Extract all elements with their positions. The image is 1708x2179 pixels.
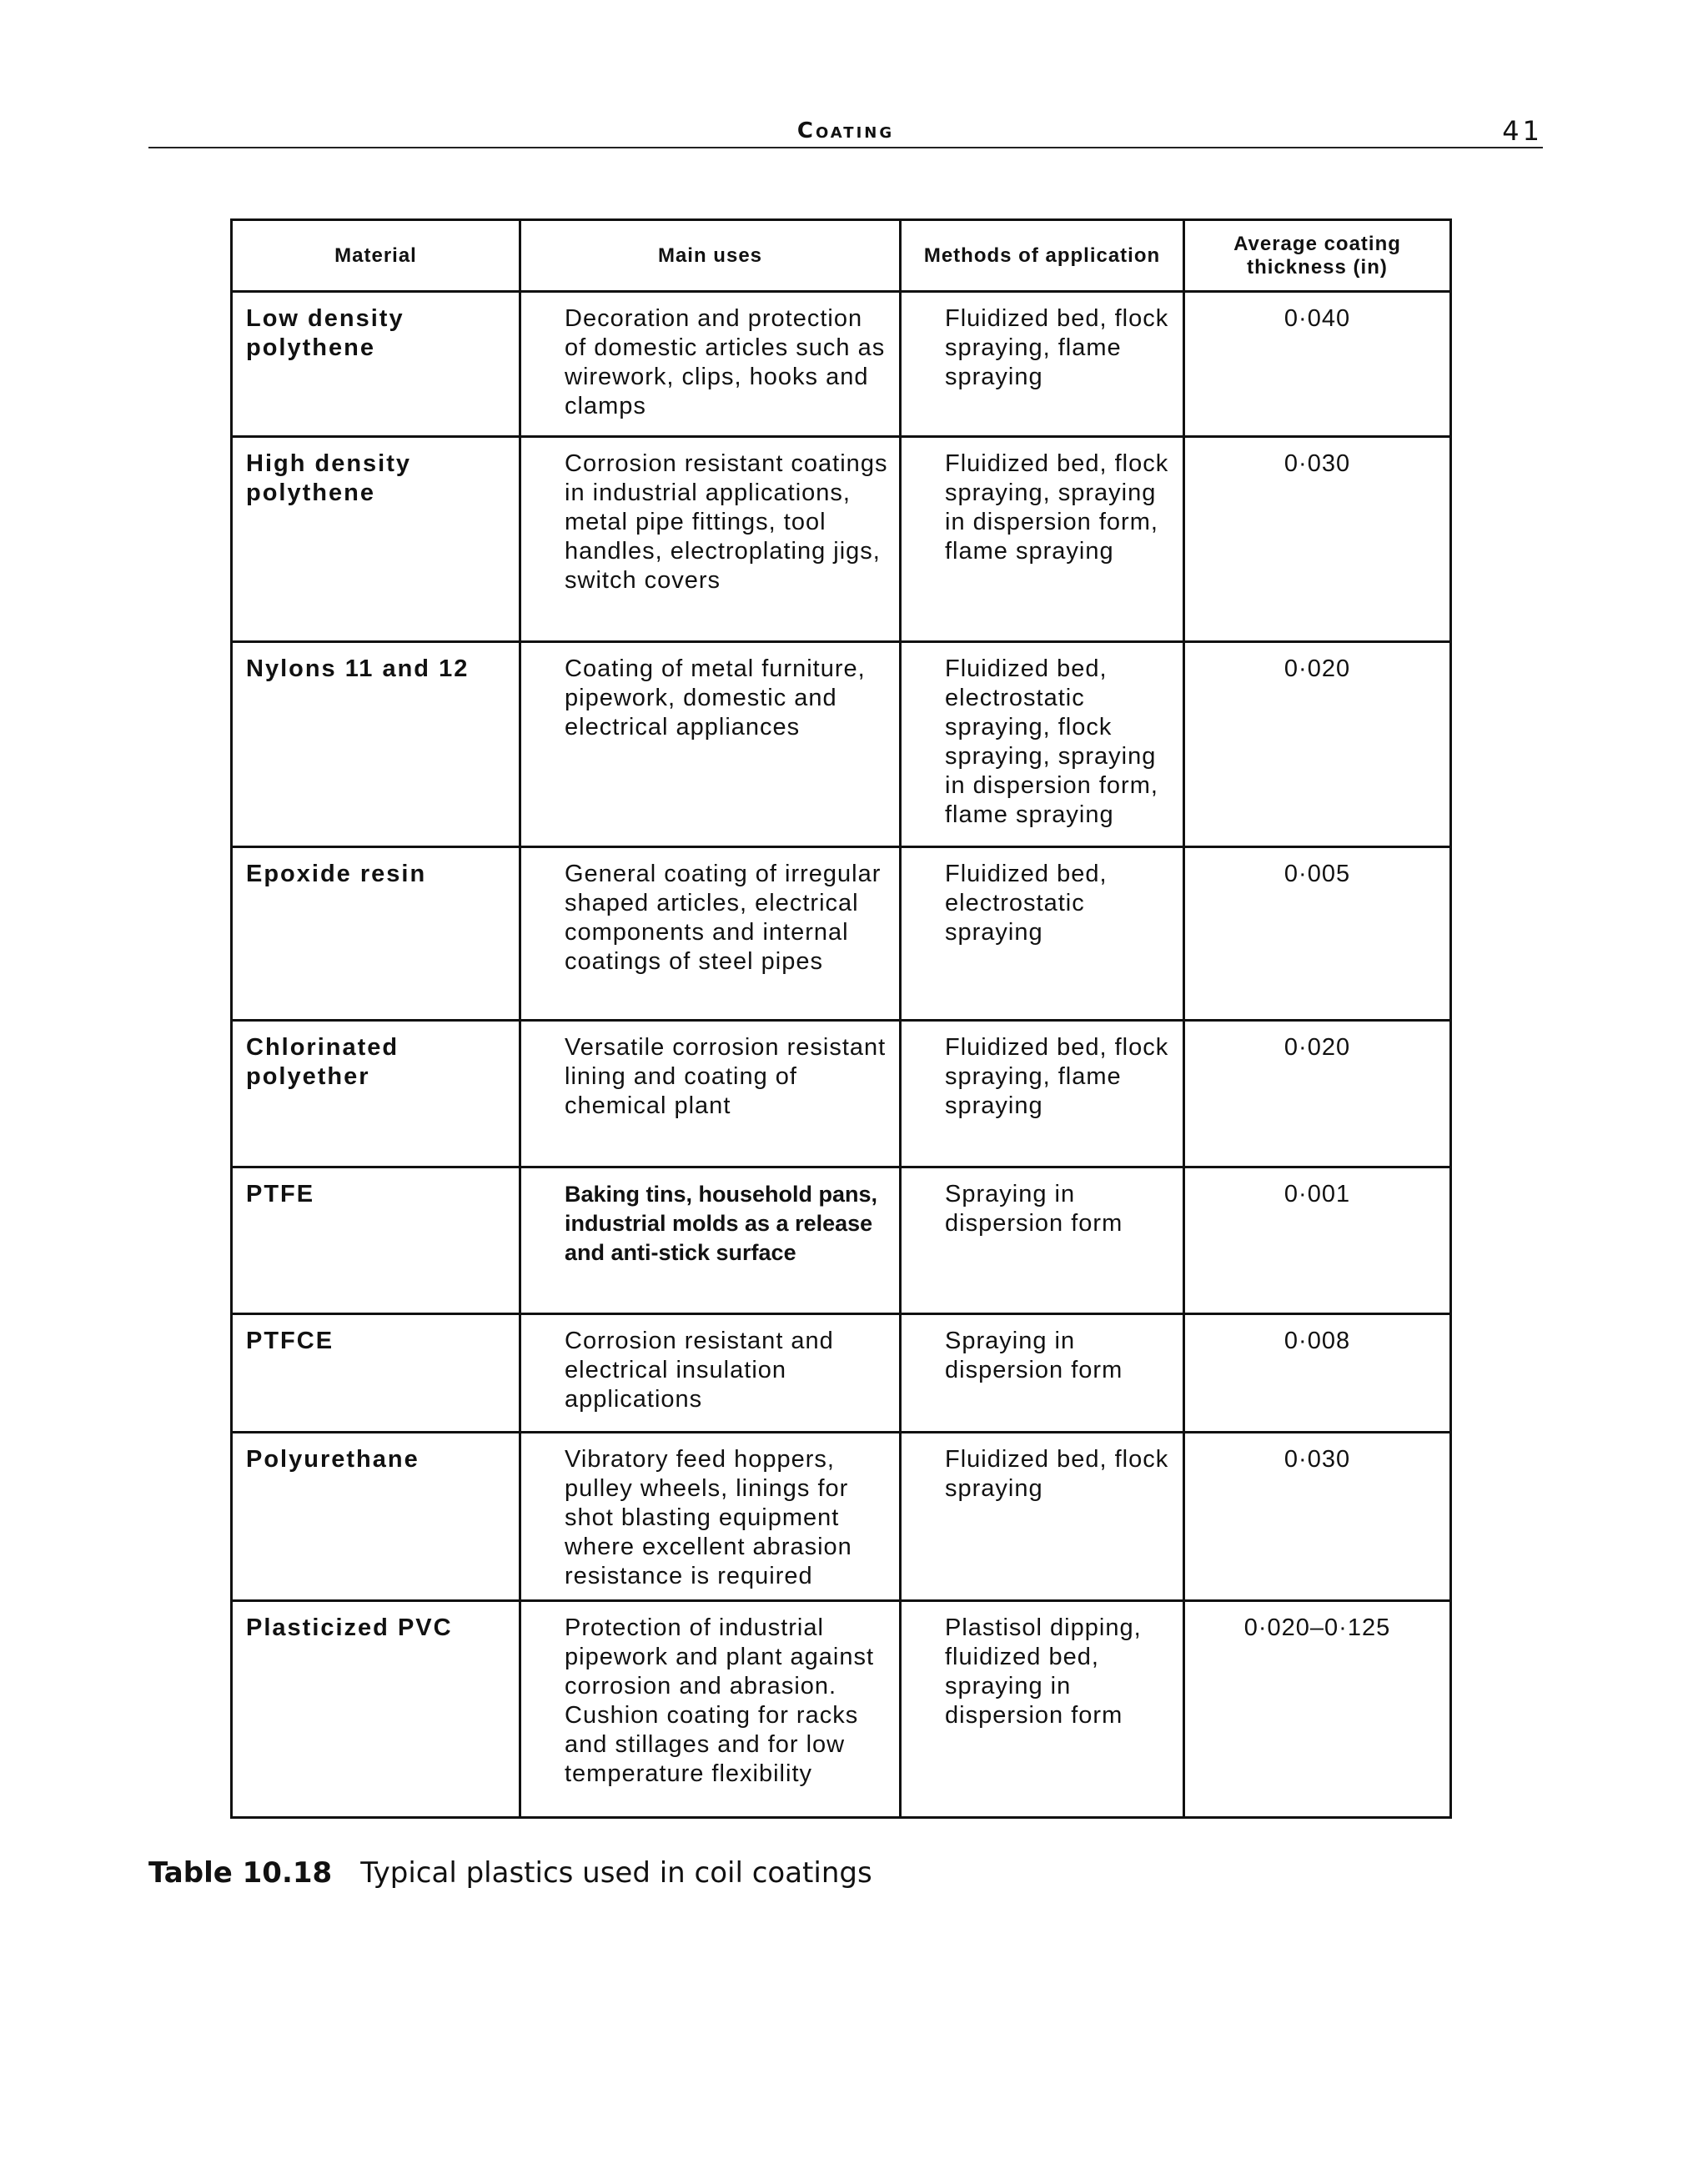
table-header-row [232, 220, 1451, 292]
column-header-methods: Methods of application [901, 220, 1184, 292]
running-head [148, 117, 1543, 148]
caption-text: Typical plastics used in coil coatings [360, 1856, 872, 1890]
material-cell: PTFE [232, 1167, 520, 1314]
column-header-thickness: Average coating thickness (in) [1184, 220, 1451, 292]
material-cell: High density polythene [232, 437, 520, 642]
methods-cell: Fluidized bed, flock spraying, flame spraying [901, 292, 1184, 437]
uses-cell: Decoration and protection of domestic articles such as wirework, clips, hooks and clamps [520, 292, 901, 437]
coatings-table [230, 218, 1452, 1819]
thickness-cell: 0·020–0·125 [1184, 1601, 1451, 1818]
caption-label: Table 10.18 [148, 1856, 333, 1890]
table-row [232, 847, 1451, 1021]
table-row [232, 1433, 1451, 1601]
methods-cell: Fluidized bed, electrostatic spraying, flock spraying, spraying in dispersion form, flame spraying [901, 642, 1184, 847]
table-row [232, 1167, 1451, 1314]
methods-cell: Spraying in dispersion form [901, 1314, 1184, 1433]
running-title: Coating [796, 118, 895, 143]
thickness-cell: 0·030 [1184, 437, 1451, 642]
material-cell: Epoxide resin [232, 847, 520, 1021]
material-cell: PTFCE [232, 1314, 520, 1433]
methods-cell: Plastisol dipping, fluidized bed, spraying in dispersion form [901, 1601, 1184, 1818]
methods-cell: Fluidized bed, electrostatic spraying [901, 847, 1184, 1021]
uses-cell: Versatile corrosion resistant lining and coating of chemical plant [520, 1021, 901, 1167]
uses-cell: Baking tins, household pans, industrial molds as a release and anti-stick surface [520, 1167, 901, 1314]
uses-cell: Corrosion resistant and electrical insulation applications [520, 1314, 901, 1433]
uses-cell: Protection of industrial pipework and plant against corrosion and abrasion. Cushion coating for racks and stillages and for low temperature flexibility [520, 1601, 901, 1818]
table-row [232, 437, 1451, 642]
material-cell: Nylons 11 and 12 [232, 642, 520, 847]
methods-cell: Fluidized bed, flock spraying, flame spraying [901, 1021, 1184, 1167]
material-cell: Plasticized PVC [232, 1601, 520, 1818]
table-row [232, 1601, 1451, 1818]
table-row [232, 1314, 1451, 1433]
material-cell: Chlorinated polyether [232, 1021, 520, 1167]
uses-cell: General coating of irregular shaped articles, electrical components and internal coatings of steel pipes [520, 847, 901, 1021]
table-row [232, 642, 1451, 847]
thickness-cell: 0·040 [1184, 292, 1451, 437]
thickness-cell: 0·020 [1184, 1021, 1451, 1167]
uses-cell: Corrosion resistant coatings in industrial applications, metal pipe fittings, tool handles, electroplating jigs, switch covers [520, 437, 901, 642]
table-row [232, 1021, 1451, 1167]
methods-cell: Spraying in dispersion form [901, 1167, 1184, 1314]
thickness-cell: 0·005 [1184, 847, 1451, 1021]
methods-cell: Fluidized bed, flock spraying [901, 1433, 1184, 1601]
thickness-cell: 0·030 [1184, 1433, 1451, 1601]
methods-cell: Fluidized bed, flock spraying, spraying in dispersion form, flame spraying [901, 437, 1184, 642]
column-header-material: Material [232, 220, 520, 292]
column-header-main-uses: Main uses [520, 220, 901, 292]
page-number: 41 [1502, 115, 1543, 147]
table-caption [148, 1856, 872, 1890]
uses-cell: Vibratory feed hoppers, pulley wheels, linings for shot blasting equipment where excellent abrasion resistance is required [520, 1433, 901, 1601]
uses-cell: Coating of metal furniture, pipework, domestic and electrical appliances [520, 642, 901, 847]
material-cell: Low density polythene [232, 292, 520, 437]
thickness-cell: 0·001 [1184, 1167, 1451, 1314]
table-row [232, 292, 1451, 437]
thickness-cell: 0·008 [1184, 1314, 1451, 1433]
material-cell: Polyurethane [232, 1433, 520, 1601]
thickness-cell: 0·020 [1184, 642, 1451, 847]
